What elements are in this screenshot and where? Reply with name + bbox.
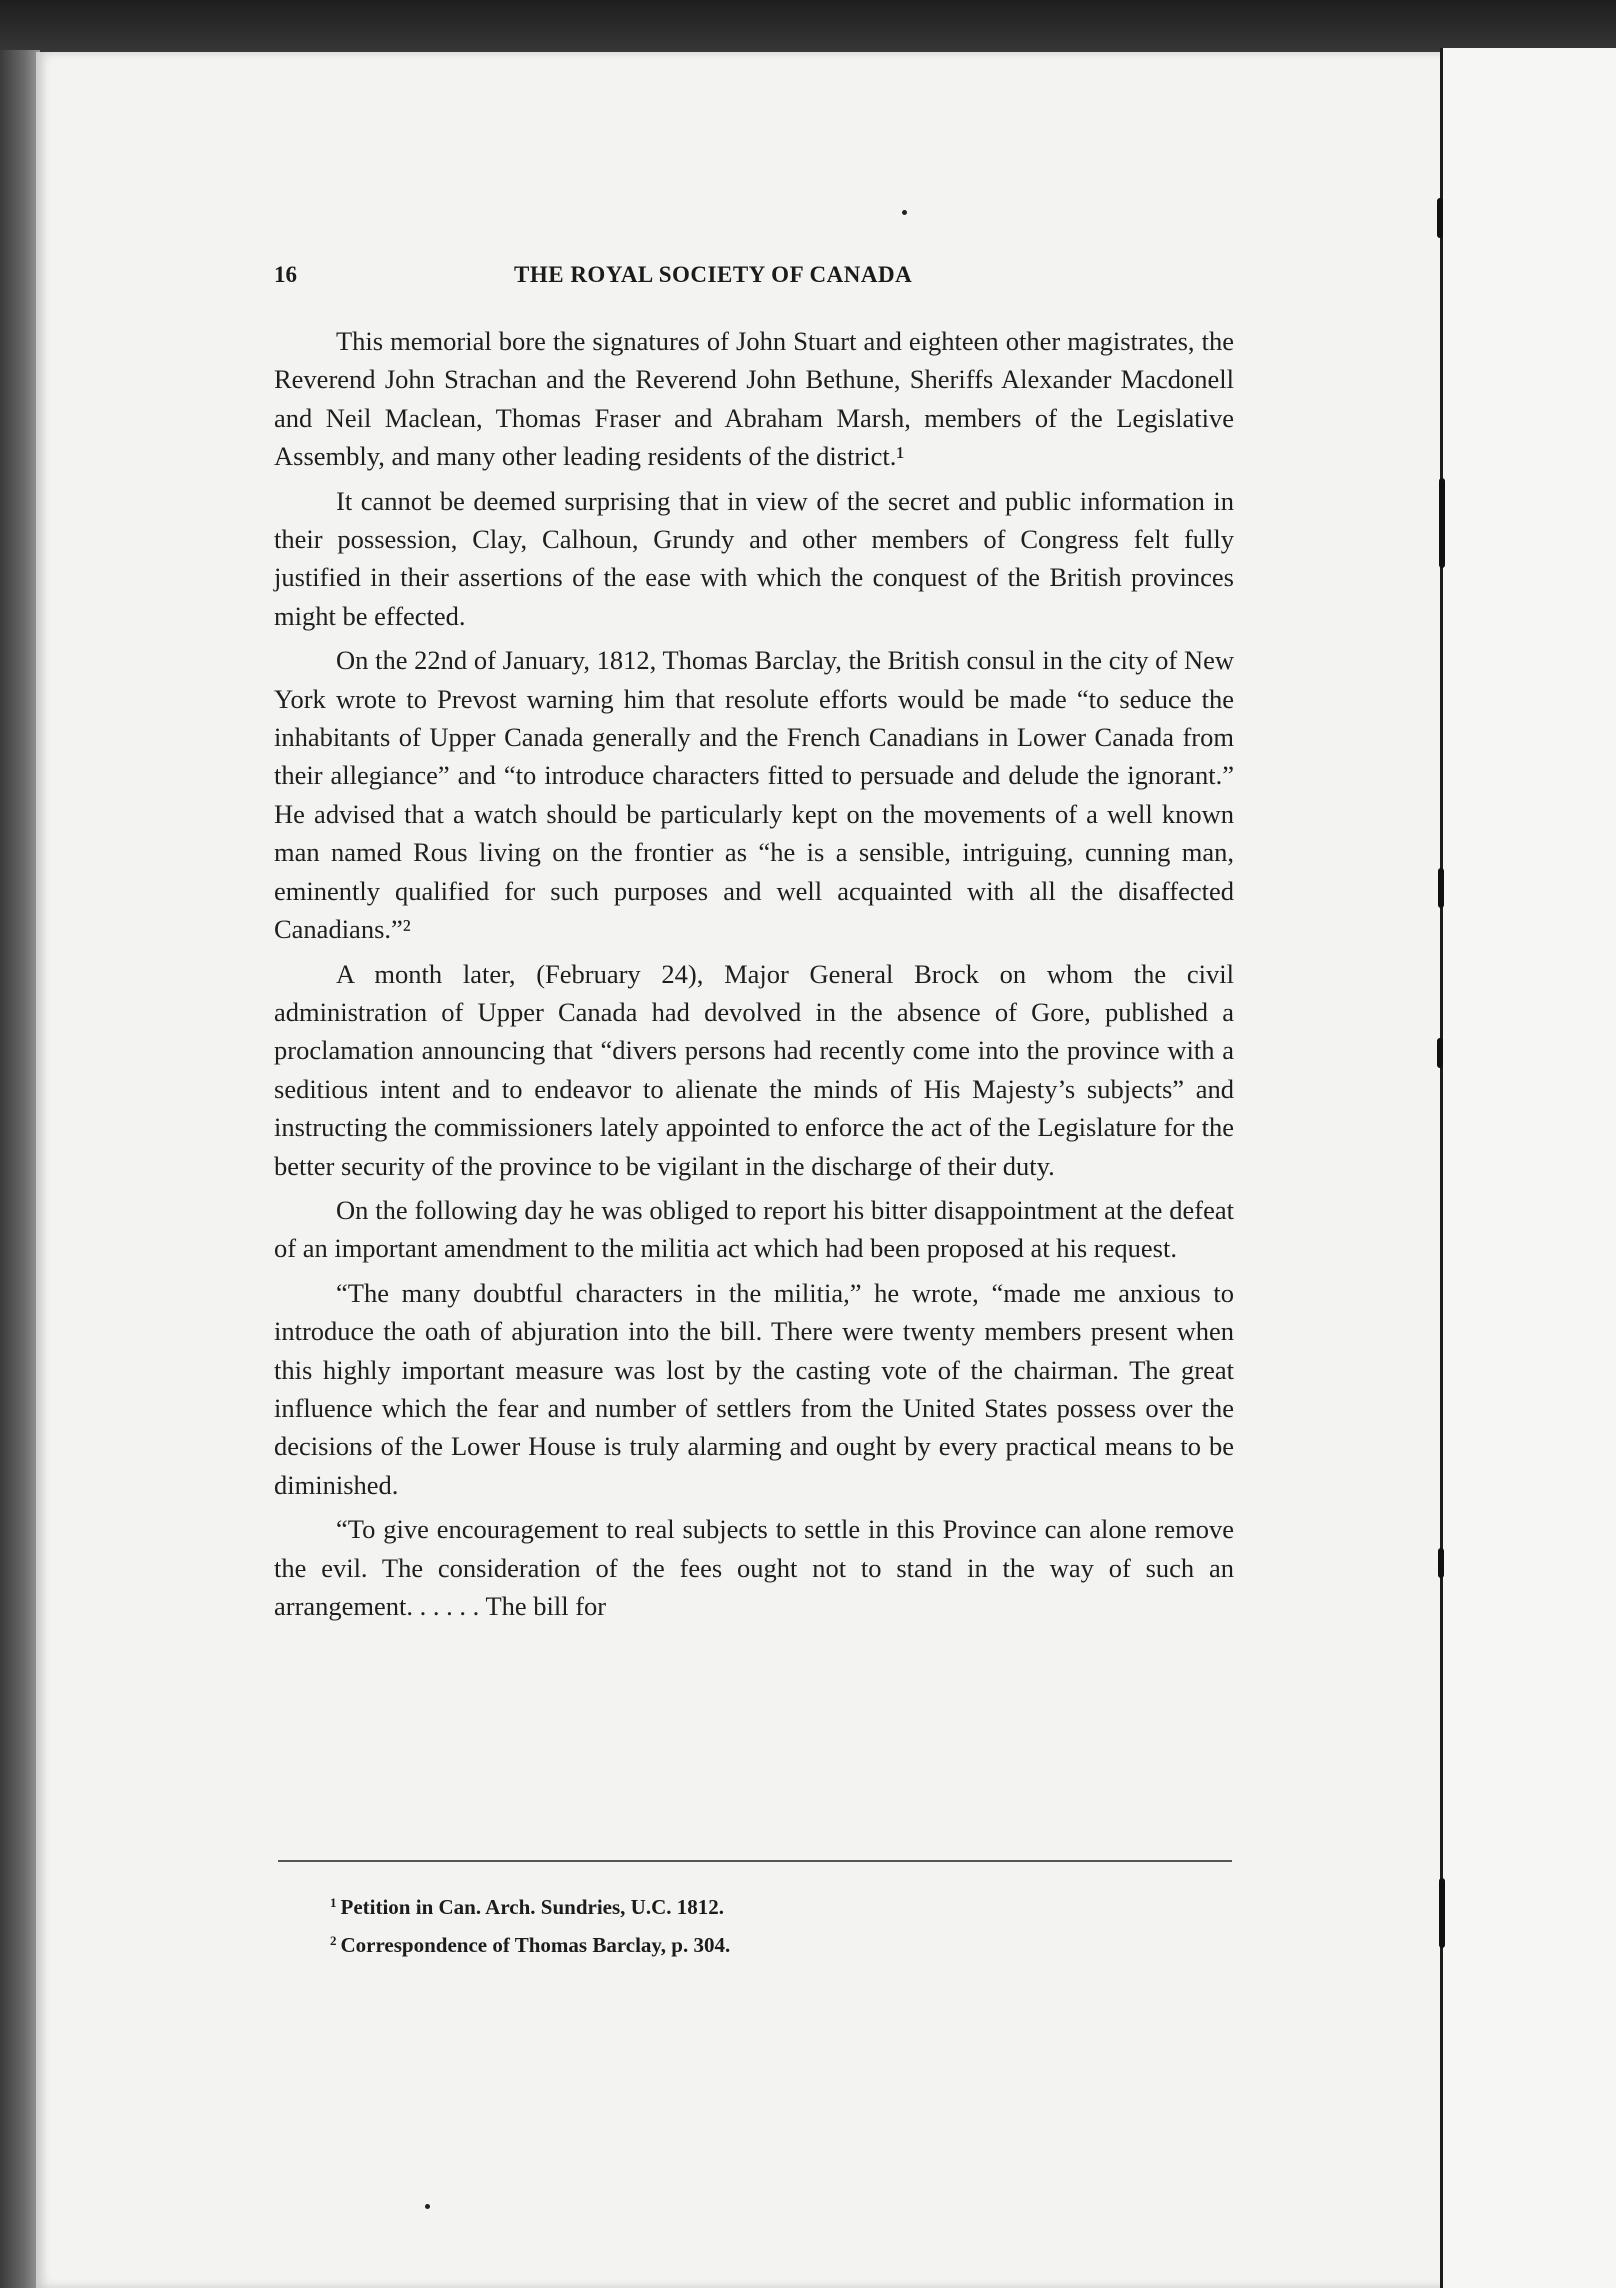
footnotes xyxy=(330,1886,1210,1962)
footnote-text: Petition in Can. Arch. Sundries, U.C. 1812. xyxy=(340,1895,724,1919)
edge-mark xyxy=(1438,868,1444,908)
page-speck xyxy=(902,210,907,215)
page-speck xyxy=(425,2204,430,2209)
edge-mark xyxy=(1438,1548,1444,1578)
paragraph: “To give encouragement to real subjects to settle in this Province can alone remove the evil. The consideration of the fees ought not to stand in the way of such an arrangement. . . . . . The bill for xyxy=(274,1514,1234,1621)
scan-background-top xyxy=(0,0,1616,60)
scan-binding-edge xyxy=(0,50,40,2288)
paragraph: On the following day he was obliged to report his bitter disappointment at the defeat of an important amendment to the militia act which had been proposed at his request. xyxy=(274,1194,1234,1264)
footnote-text: Correspondence of Thomas Barclay, p. 304. xyxy=(340,1933,731,1957)
paragraph: It cannot be deemed surprising that in view of the secret and public information in their possession, Clay, Calhoun, Grundy and other members of Congress felt fully justified in their assertions of the ease with which the conquest of the British provinces might be effected. xyxy=(274,485,1234,631)
running-head xyxy=(274,262,1234,302)
page-number: 16 xyxy=(274,262,297,287)
paragraph: On the 22nd of January, 1812, Thomas Barclay, the British consul in the city of New York wrote to Prevost warning him that resolute efforts would be made “to seduce the inhabitants of Upper Canada generally and the French Canadians in Lower Canada from their allegiance” and “to introduce characters fitted to persuade and delude the ignorant.” He advised that a watch should be particularly kept on the movements of a well known man named Rous living on the frontier as “he is a sensible, intriguing, cunning man, eminently qualified for such purposes and well acquainted with all the disaffected Canadians.”² xyxy=(274,645,1234,945)
paragraph: “The many doubtful characters in the militia,” he wrote, “made me anxious to introduce the oath of abjuration into the bill. There were twenty members present when this highly important measure was lost by the casting vote of the chairman. The great influence which the fear and number of settlers from the United States possess over the decisions of the Lower House is truly alarming and ought by every practical means to be diminished. xyxy=(274,1277,1234,1500)
adjacent-page-edge xyxy=(1440,48,1616,2288)
paragraph: A month later, (February 24), Major General Brock on whom the civil administration of Upper Canada had devolved in the absence of Gore, published a proclamation announcing that “divers persons had recently come into the province with a seditious intent and to endeavor to alienate the minds of His Majesty’s subjects” and instructing the commissioners lately appointed to enforce the act of the Legislature for the better security of the province to be vigilant in the discharge of their duty. xyxy=(274,958,1234,1181)
paragraph: This memorial bore the signatures of John Stuart and eighteen other magistrates, the Reverend John Strachan and the Reverend John Bethune, Sheriffs Alexander Macdonell and Neil Maclean, Thomas Fraser and Abraham Marsh, members of the Legislative Assembly, and many other leading residents of the district.¹ xyxy=(274,326,1234,472)
footnote-mark: 2 xyxy=(330,1933,337,1948)
edge-mark xyxy=(1439,478,1445,568)
main-text xyxy=(274,322,1234,1631)
footnote xyxy=(330,1886,1210,1924)
running-title: THE ROYAL SOCIETY OF CANADA xyxy=(514,262,913,287)
edge-mark xyxy=(1437,198,1443,238)
edge-mark xyxy=(1437,1038,1443,1068)
footnote-mark: 1 xyxy=(330,1895,337,1910)
footnote xyxy=(330,1924,1210,1962)
edge-mark xyxy=(1439,1878,1445,1948)
footnote-rule xyxy=(278,1860,1232,1862)
